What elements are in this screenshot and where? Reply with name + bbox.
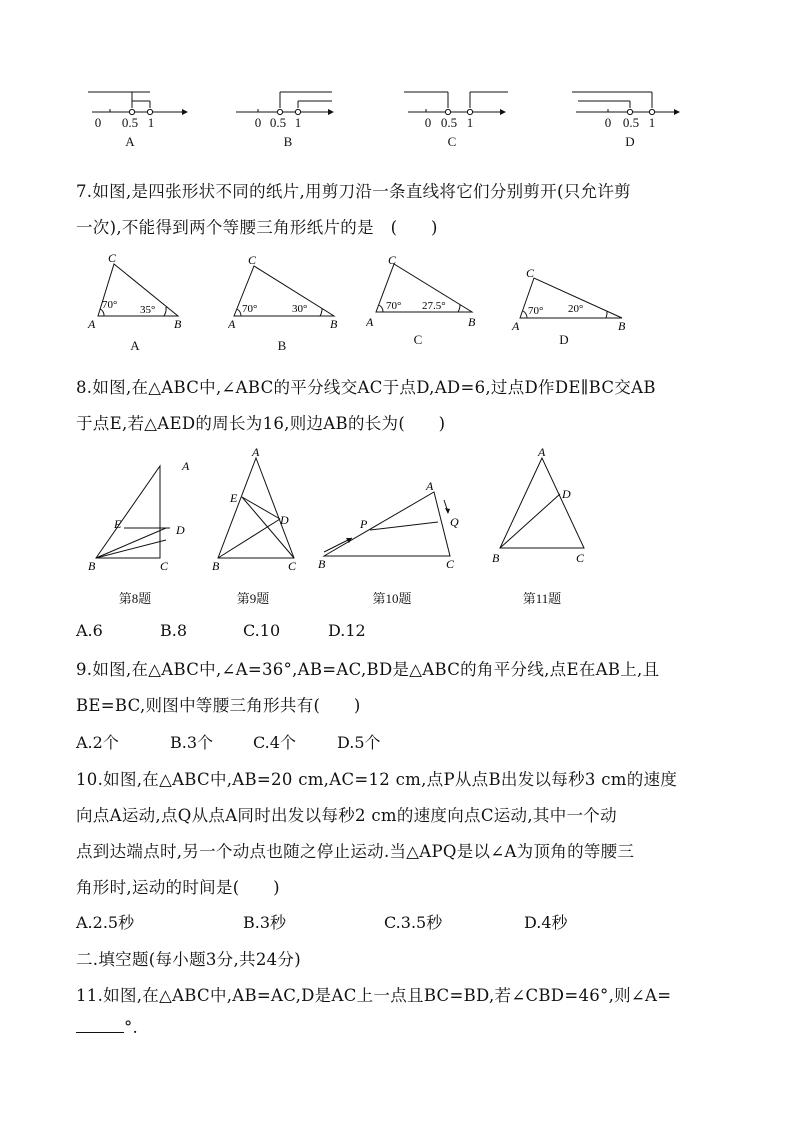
- figure-8: [84, 454, 200, 572]
- point-b: B: [88, 559, 96, 572]
- figure-10: [316, 478, 476, 572]
- caption-fig-9: 第9题: [236, 591, 270, 606]
- point-a: A: [182, 459, 190, 473]
- q9-option-b[interactable]: B.3个: [170, 733, 214, 752]
- figure-9: [206, 444, 296, 572]
- angle-a-label: 70°: [102, 299, 118, 311]
- q10-option-c[interactable]: C.3.5秒: [384, 913, 443, 932]
- q8-option-c[interactable]: C.10: [243, 621, 281, 640]
- tick-1: 1: [147, 115, 155, 130]
- tick-0: 0: [424, 115, 432, 130]
- point-b: B: [318, 557, 326, 571]
- numberline-label-a: A: [125, 134, 135, 149]
- caption-fig-8: 第8题: [118, 591, 152, 606]
- vertex-a: A: [88, 317, 96, 331]
- vertex-c: C: [388, 253, 397, 267]
- vertex-b: B: [468, 315, 476, 329]
- tick-half: 0.5: [440, 115, 458, 130]
- angle-b-label: 27.5°: [422, 300, 446, 312]
- point-p: P: [360, 517, 368, 531]
- q11-degree-suffix: °.: [124, 1018, 139, 1037]
- point-c: C: [576, 551, 585, 565]
- tick-0: 0: [254, 115, 262, 130]
- point-c: C: [446, 557, 455, 571]
- vertex-b: B: [174, 317, 182, 331]
- q10-text-line2: 向点A运动,点Q从点A同时出发以每秒2 cm的速度向点C运动,其中一个动: [76, 806, 617, 825]
- numberline-label-b: B: [283, 134, 293, 149]
- tick-1: 1: [648, 115, 656, 130]
- tick-0: 0: [604, 115, 612, 130]
- point-a: A: [426, 479, 434, 493]
- q7-triangle-d: [510, 264, 634, 334]
- point-d: D: [562, 487, 571, 501]
- q7-text-line2: 一次),不能得到两个等腰三角形纸片的是 ( ): [76, 218, 438, 237]
- vertex-c: C: [108, 252, 117, 265]
- q10-option-d[interactable]: D.4秒: [524, 913, 568, 932]
- angle-a-label: 70°: [528, 305, 544, 317]
- point-d: D: [176, 523, 185, 537]
- q8-text-line1: 8.如图,在△ABC中,∠ABC的平分线交AC于点D,AD=6,过点D作DE∥BC交AB: [76, 378, 656, 397]
- q7-label-b: B: [277, 338, 287, 353]
- q7-label-c: C: [413, 332, 423, 347]
- point-e: E: [114, 517, 122, 531]
- point-d: D: [280, 513, 289, 527]
- q10-text-line1: 10.如图,在△ABC中,AB=20 cm,AC=12 cm,点P从点B出发以每秒3 cm的速度: [76, 770, 678, 789]
- numberline-label-c: C: [447, 134, 457, 149]
- point-e: E: [230, 491, 238, 505]
- vertex-c: C: [526, 266, 535, 280]
- q8-option-d[interactable]: D.12: [328, 621, 366, 640]
- angle-a-label: 70°: [386, 300, 402, 312]
- point-q: Q: [450, 515, 459, 529]
- q10-option-a[interactable]: A.2.5秒: [76, 913, 135, 932]
- numberline-label-d: D: [625, 134, 635, 149]
- section-2-title: 二.填空题(每小题3分,共24分): [76, 950, 301, 969]
- vertex-b: B: [618, 319, 626, 333]
- tick-half: 0.5: [269, 115, 287, 130]
- vertex-a: A: [228, 317, 236, 331]
- point-b: B: [492, 551, 500, 565]
- q11-answer-blank[interactable]: [76, 1018, 124, 1033]
- vertex-a: A: [366, 315, 374, 329]
- q8-option-b[interactable]: B.8: [160, 621, 188, 640]
- q11-text-line2: [76, 1018, 138, 1037]
- point-c: C: [288, 559, 296, 572]
- point-b: B: [212, 559, 220, 572]
- q7-label-d: D: [559, 332, 569, 347]
- figure-11: [490, 444, 600, 570]
- vertex-c: C: [248, 253, 257, 267]
- point-a: A: [538, 445, 546, 459]
- q7-text-line1: 7.如图,是四张形状不同的纸片,用剪刀沿一条直线将它们分别剪开(只允许剪: [76, 182, 631, 201]
- angle-b-label: 35°: [140, 304, 156, 316]
- tick-1: 1: [294, 115, 302, 130]
- caption-fig-11: 第11题: [522, 591, 562, 606]
- q9-option-a[interactable]: A.2个: [76, 733, 119, 752]
- q9-text-line2: BE=BC,则图中等腰三角形共有( ): [76, 696, 361, 715]
- caption-fig-10: 第10题: [372, 591, 412, 606]
- q10-text-line3: 点到达端点时,另一个动点也随之停止运动.当△APQ是以∠A为顶角的等腰三: [76, 842, 635, 861]
- q8-option-a[interactable]: A.6: [76, 621, 103, 640]
- q8-text-line2: 于点E,若△AED的周长为16,则边AB的长为( ): [76, 414, 446, 433]
- q11-text-line1: 11.如图,在△ABC中,AB=AC,D是AC上一点且BC=BD,若∠CBD=46°,则∠A=: [76, 986, 672, 1005]
- tick-1: 1: [466, 115, 474, 130]
- angle-b-label: 20°: [568, 303, 584, 315]
- q9-text-line1: 9.如图,在△ABC中,∠A=36°,AB=AC,BD是△ABC的角平分线,点E在AB上,且: [76, 660, 660, 679]
- q7-triangle-a: [86, 252, 196, 334]
- vertex-b: B: [330, 317, 338, 331]
- vertex-a: A: [512, 319, 520, 333]
- point-a: A: [252, 445, 260, 459]
- q9-option-d[interactable]: D.5个: [337, 733, 381, 752]
- q7-triangle-c: [366, 252, 486, 334]
- q7-label-a: A: [130, 338, 140, 353]
- angle-a-label: 70°: [242, 303, 258, 315]
- tick-half: 0.5: [121, 115, 139, 130]
- point-c: C: [160, 559, 169, 572]
- q10-text-line4: 角形时,运动的时间是( ): [76, 878, 280, 897]
- q10-option-b[interactable]: B.3秒: [243, 913, 287, 932]
- q7-triangle-b: [228, 252, 348, 334]
- angle-b-label: 30°: [292, 303, 308, 315]
- tick-half: 0.5: [622, 115, 640, 130]
- tick-0: 0: [94, 115, 102, 130]
- q9-option-c[interactable]: C.4个: [253, 733, 296, 752]
